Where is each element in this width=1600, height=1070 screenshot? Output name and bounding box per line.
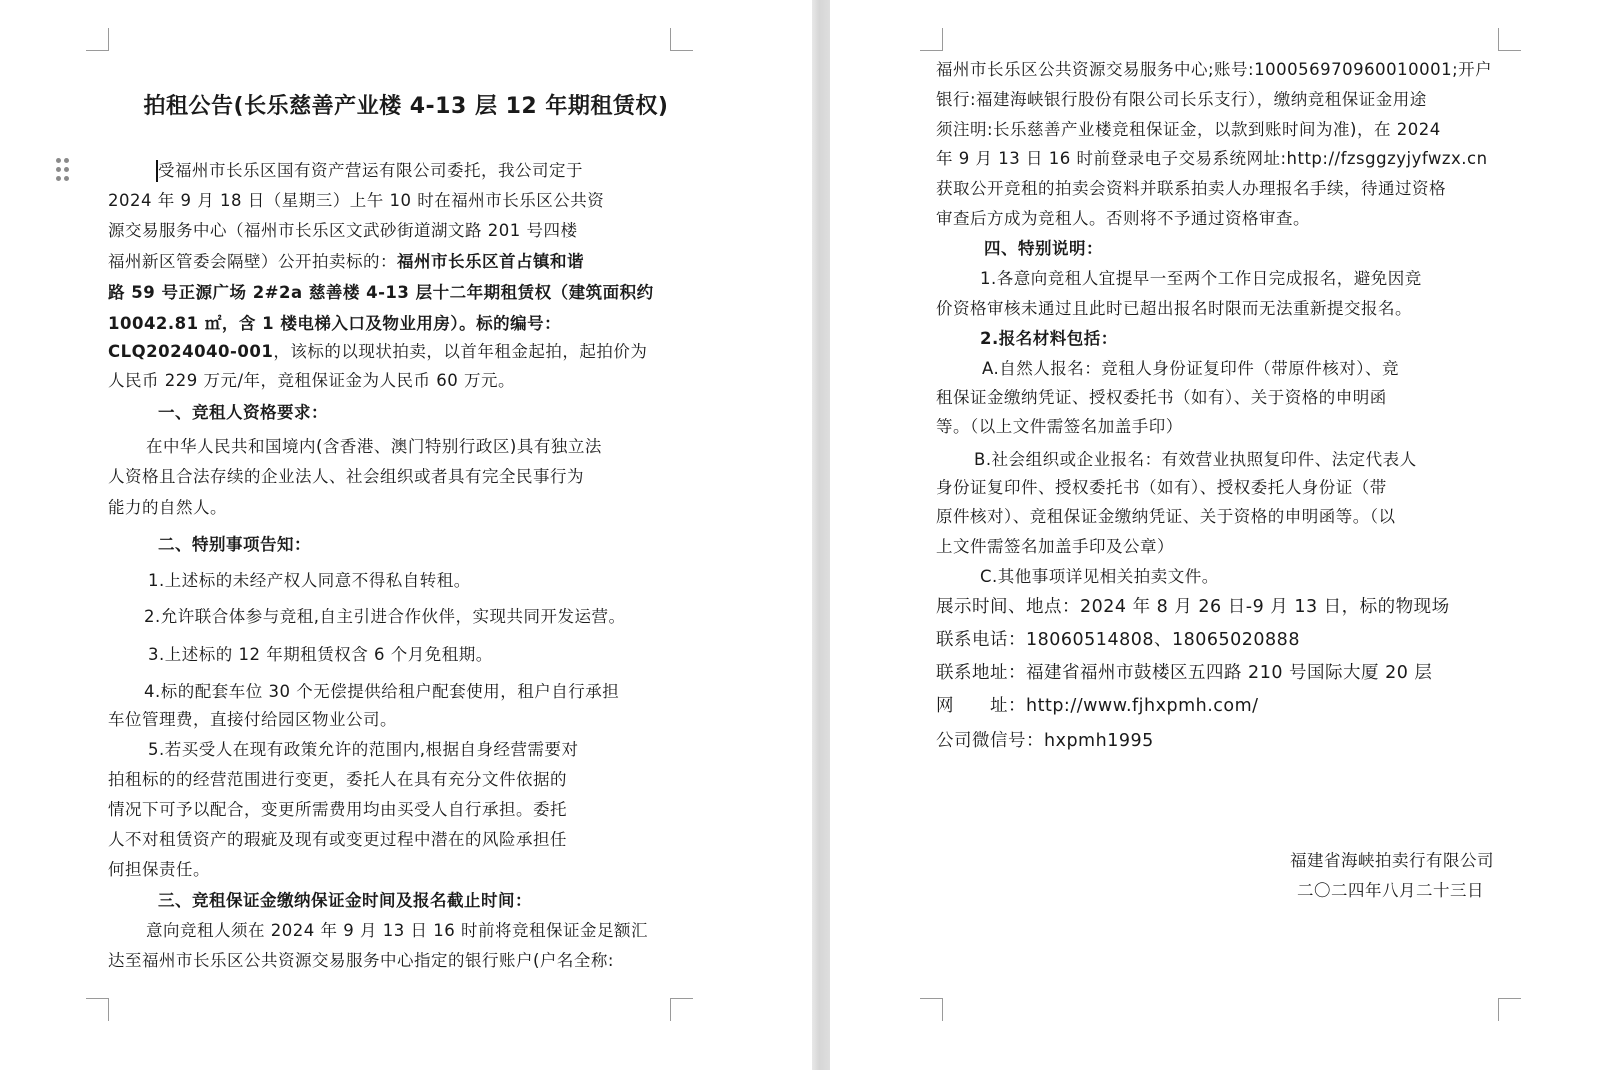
- list-item: 1.上述标的未经产权人同意不得私自转租。: [148, 571, 471, 590]
- signature-date: 二〇二四年八月二十三日: [1297, 881, 1484, 900]
- text-line: 人资格且合法存续的企业法人、社会组织或者具有完全民事行为: [108, 467, 584, 486]
- signature-company: 福建省海峡拍卖行有限公司: [1290, 851, 1494, 870]
- list-item: 3.上述标的 12 年期租赁权含 6 个月免租期。: [148, 645, 493, 664]
- list-item: C.其他事项详见相关拍卖文件。: [980, 567, 1219, 586]
- text-line: 人不对租赁资产的瑕疵及现有或变更过程中潜在的风险承担任: [108, 830, 567, 849]
- text-span: ，该标的以现状拍卖，以首年租金起拍，起拍价为: [273, 342, 648, 361]
- text-line: 原件核对）、竞租保证金缴纳凭证、关于资格的申明函等。（以: [936, 507, 1396, 526]
- text-line: 价资格审核未通过且此时已超出报名时限而无法重新提交报名。: [936, 299, 1412, 318]
- drag-handle-icon[interactable]: [56, 158, 70, 186]
- list-item: 1.各意向竞租人宜提早一至两个工作日完成报名，避免因竞: [980, 269, 1422, 288]
- lot-number: CLQ2024040-001: [108, 342, 274, 361]
- document-title: 拍租公告(长乐慈善产业楼 4-13 层 12 年期租赁权): [143, 94, 669, 119]
- text-line: [108, 341, 647, 363]
- text-span: 福州新区管委会隔壁）公开拍卖标的：: [108, 252, 397, 271]
- crop-mark: [920, 998, 943, 1021]
- list-item: 2.允许联合体参与竞租,自主引进合作伙伴，实现共同开发运营。: [144, 607, 626, 626]
- show-time-line: 展示时间、地点：2024 年 8 月 26 日-9 月 13 日，标的物现场: [936, 597, 1450, 617]
- text-line: 身份证复印件、授权委托书（如有）、授权委托人身份证（带: [936, 478, 1387, 497]
- list-item: 4.标的配套车位 30 个无偿提供给租户配套使用，租户自行承担: [144, 682, 620, 701]
- wechat-line: 公司微信号：hxpmh1995: [936, 731, 1154, 751]
- text-line: 何担保责任。: [108, 860, 210, 879]
- text-line: 意向竞租人须在 2024 年 9 月 13 日 16 时前将竞租保证金足额汇: [146, 921, 648, 940]
- page-gutter: [812, 0, 830, 1070]
- text-line: 达至福州市长乐区公共资源交易服务中心指定的银行账户(户名全称:: [108, 951, 614, 970]
- list-item: A.自然人报名：竞租人身份证复印件（带原件核对）、竞: [982, 359, 1399, 378]
- bold-text: 福州市长乐区首占镇和谐: [397, 252, 584, 271]
- section-heading: 三、竞租保证金缴纳保证金时间及报名截止时间：: [158, 891, 532, 910]
- crop-mark: [86, 998, 109, 1021]
- text-line: 人民币 229 万元/年，竞租保证金为人民币 60 万元。: [108, 371, 516, 390]
- text-line: 上文件需签名加盖手印及公章）: [936, 537, 1174, 556]
- text-line: 福州市长乐区公共资源交易服务中心;账号:100056970960010001;开户: [936, 60, 1493, 79]
- text-line: 年 9 月 13 日 16 时前登录电子交易系统网址:http://fzsggzyjyfwzx.cn: [936, 149, 1488, 168]
- bold-text-line: 10042.81 ㎡，含 1 楼电梯入口及物业用房）。标的编号：: [108, 314, 562, 333]
- text-line: 须注明:长乐慈善产业楼竞租保证金，以款到账时间为准)，在 2024: [936, 120, 1441, 139]
- text-line: 车位管理费，直接付给园区物业公司。: [108, 710, 397, 729]
- section-heading: 二、特别事项告知：: [158, 535, 311, 554]
- subsection-heading: 2.报名材料包括：: [980, 329, 1118, 348]
- text-line: 在中华人民共和国境内(含香港、澳门特别行政区)具有独立法: [146, 437, 602, 456]
- text-line: 受福州市长乐区国有资产营运有限公司委托，我公司定于: [158, 161, 583, 180]
- list-item: 5.若买受人在现有政策允许的范围内,根据自身经营需要对: [148, 740, 579, 759]
- section-heading: 四、特别说明：: [984, 239, 1103, 258]
- text-line: 2024 年 9 月 18 日（星期三）上午 10 时在福州市长乐区公共资: [108, 191, 605, 210]
- crop-mark: [670, 998, 693, 1021]
- phone-line: 联系电话：18060514808、18065020888: [936, 630, 1300, 650]
- website-line: [936, 695, 1259, 717]
- crop-mark: [1498, 28, 1521, 51]
- text-line: 源交易服务中心（福州市长乐区文武砂街道湖文路 201 号四楼: [108, 221, 578, 240]
- text-line: 拍租标的的经营范围进行变更，委托人在具有充分文件依据的: [108, 770, 567, 789]
- text-line: 等。（以上文件需签名加盖手印）: [936, 417, 1183, 436]
- crop-mark: [920, 28, 943, 51]
- text-line: 能力的自然人。: [108, 498, 227, 517]
- text-line: 情况下可予以配合，变更所需费用均由买受人自行承担。委托: [108, 800, 567, 819]
- crop-mark: [1498, 998, 1521, 1021]
- text-line: 银行:福建海峡银行股份有限公司长乐支行），缴纳竞租保证金用途: [936, 90, 1427, 109]
- website-label: 网 址：: [936, 696, 1026, 716]
- text-line: 租保证金缴纳凭证、授权委托书（如有）、关于资格的申明函: [936, 388, 1387, 407]
- bold-text-line: 路 59 号正源广场 2#2a 慈善楼 4-13 层十二年期租赁权（建筑面积约: [108, 283, 654, 302]
- website-link[interactable]: http://www.fjhxpmh.com/: [1026, 696, 1259, 716]
- text-line: 审查后方成为竞租人。否则将不予通过资格审查。: [936, 209, 1310, 228]
- address-line: 联系地址：福建省福州市鼓楼区五四路 210 号国际大厦 20 层: [936, 663, 1433, 683]
- text-line: 获取公开竞租的拍卖会资料并联系拍卖人办理报名手续，待通过资格: [936, 179, 1446, 198]
- text-line: [108, 251, 584, 273]
- document-page-right: [830, 0, 1600, 1070]
- crop-mark: [670, 28, 693, 51]
- section-heading: 一、竞租人资格要求：: [158, 403, 328, 422]
- list-item: B.社会组织或企业报名：有效营业执照复印件、法定代表人: [974, 450, 1417, 469]
- crop-mark: [86, 28, 109, 51]
